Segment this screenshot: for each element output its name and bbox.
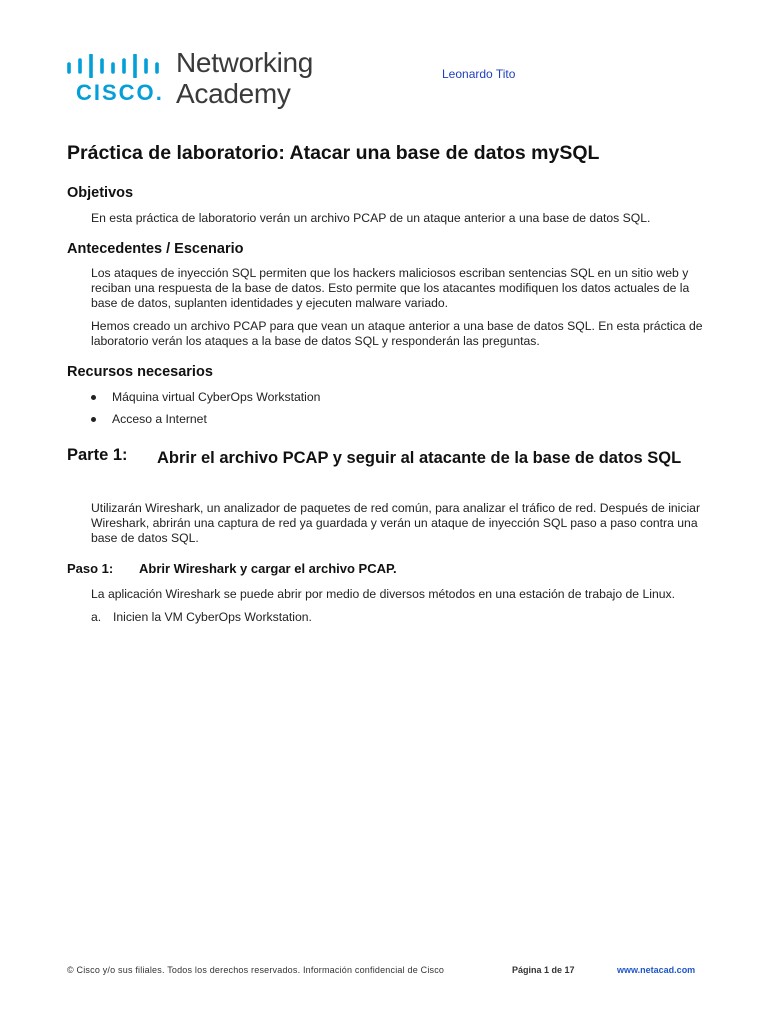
- step-1-text: La aplicación Wireshark se puede abrir por medio de diversos métodos en una estación de trabajo de Linux.: [91, 587, 675, 601]
- resources-heading: Recursos necesarios: [67, 364, 213, 380]
- footer-page-number: Página 1 de 17: [512, 965, 575, 975]
- user-name: Leonardo Tito: [442, 67, 516, 81]
- part-1-text: Utilizarán Wireshark, un analizador de paquetes de red común, para analizar el tráfico de red. Después de iniciar Wireshark, abrirán una captura de red ya guardada y verán un ataque de inyección SQL paso a paso contra una base de datos SQL.: [91, 501, 701, 545]
- substep-a: [91, 610, 312, 624]
- step-1-label: Paso 1:: [67, 561, 114, 576]
- background-paragraph-2: Hemos creado un archivo PCAP para que vean un ataque anterior a una base de datos SQL. En esta práctica de laboratorio verán los ataques a la base de datos SQL y responderán las preguntas.: [91, 319, 703, 348]
- list-item: [91, 412, 320, 427]
- bullet-icon: [91, 417, 96, 422]
- cisco-wordmark: CISCO.: [76, 80, 164, 105]
- page-footer: [67, 965, 707, 979]
- background-paragraph-1: Los ataques de inyección SQL permiten que los hackers maliciosos escriban sentencias SQL en un sitio web y reciban una respuesta de la base de datos. Esto permite que los atacantes modifiquen los datos actuales de la base de datos, suplanten identidades y ejecuten malware variado.: [91, 266, 690, 310]
- objectives-text: En esta práctica de laboratorio verán un archivo PCAP de un ataque anterior a una base de datos SQL.: [91, 211, 651, 225]
- resources-list: [91, 390, 320, 434]
- document-title: Práctica de laboratorio: Atacar una base de datos mySQL: [67, 142, 600, 164]
- logo-networking-text: Networking: [176, 47, 314, 78]
- background-heading: Antecedentes / Escenario: [67, 241, 244, 257]
- part-1-title: Abrir el archivo PCAP y seguir al atacante de la base de datos SQL: [157, 449, 682, 467]
- list-item: [91, 390, 320, 405]
- step-1-title: Abrir Wireshark y cargar el archivo PCAP.: [139, 561, 397, 576]
- objectives-heading: Objetivos: [67, 185, 134, 201]
- footer-url-link[interactable]: www.netacad.com: [617, 965, 696, 975]
- substep-label: a.: [91, 610, 102, 624]
- part-1-label: Parte 1:: [67, 446, 128, 464]
- cisco-networking-academy-logo: [67, 48, 327, 110]
- logo-academy-text: Academy: [176, 78, 291, 109]
- substep-text: Inicien la VM CyberOps Workstation.: [113, 610, 312, 624]
- resource-item-vm: Máquina virtual CyberOps Workstation: [112, 390, 321, 404]
- bullet-icon: [91, 395, 96, 400]
- resource-item-internet: Acceso a Internet: [112, 412, 207, 426]
- footer-copyright: © Cisco y/o sus filiales. Todos los derechos reservados. Información confidencial de Cisco: [67, 965, 445, 975]
- cisco-brand-text: CISCO: [76, 80, 156, 105]
- cisco-bars-icon: [67, 54, 163, 78]
